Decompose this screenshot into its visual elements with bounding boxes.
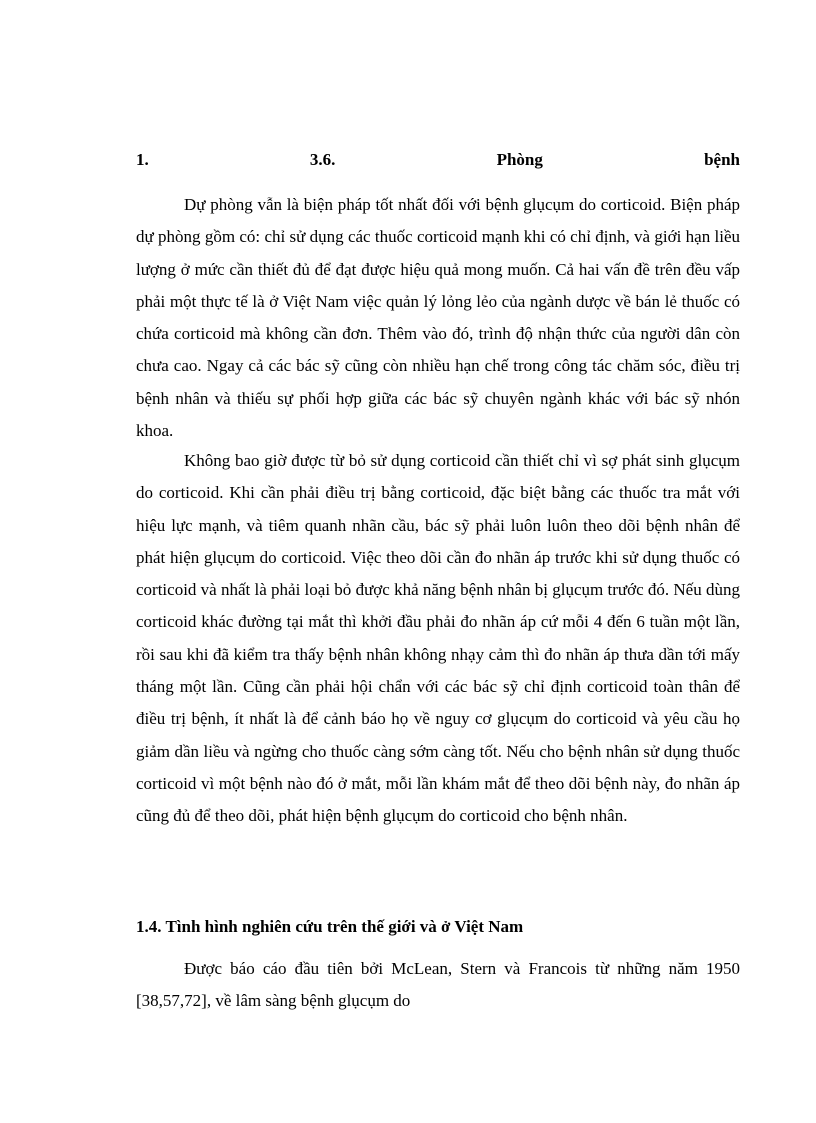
heading-word-phong: Phòng	[496, 150, 543, 169]
paragraph-prevention: Dự phòng vẫn là biện pháp tốt nhất đối với bệnh glụcụm do corticoid. Biện pháp dự phòng gồm có: chỉ sử dụng các thuốc corticoid mạnh khi có chỉ định, và giới hạn liều lượng ở mức cần thiết đủ để đạt được hiệu quả mong muốn. Cả hai vấn đề trên đều vấp phải một thực tế là ở Việt Nam việc quản lý lỏng lẻo của ngành dược về bán lẻ thuốc có chứa corticoid mà không cần đơn. Thêm vào đó, trình độ nhận thức của người dân còn chưa cao. Ngay cả các bác sỹ cũng còn nhiều hạn chế trong công tác chăm sóc, điều trị bệnh nhân và thiếu sự phối hợp giữa các bác sỹ chuyên ngành khác với bác sỹ nhón khoa.	[136, 195, 740, 441]
heading-number: 1.	[136, 150, 149, 169]
section-heading-3-6	[136, 149, 740, 171]
paragraph-monitoring: Không bao giờ được từ bỏ sử dụng corticoid cần thiết chỉ vì sợ phát sinh glụcụm do corticoid. Khi cần phải điều trị bằng corticoid, đặc biệt bằng các thuốc tra mắt với hiệu lực mạnh, và tiêm quanh nhãn cầu, bác sỹ phải luôn luôn theo dõi bệnh nhân để phát hiện glụcụm do corticoid. Việc theo dõi cần đo nhãn áp trước khi sử dụng thuốc có corticoid và nhất là phải loại bỏ được khả năng bệnh nhân bị glụcụm trước đó. Nếu dùng corticoid khác đường tại mắt thì khởi đầu phải đo nhãn áp cứ mỗi 4 đến 6 tuần một lần, rồi sau khi đã kiểm tra thấy bệnh nhân không nhạy cảm thì đo nhãn áp thưa dần tới mấy tháng một lần. Cũng cần phải hội chẩn với các bác sỹ chỉ định corticoid toàn thân để điều trị bệnh, ít nhất là để cảnh báo họ về nguy cơ glụcụm do corticoid và yêu cầu họ giảm dần liều và ngừng cho thuốc càng sớm càng tốt. Nếu cho bệnh nhân sử dụng thuốc corticoid vì một bệnh nào đó ở mắt, mỗi lần khám mắt để theo dõi bệnh này, đo nhãn áp cũng đủ để theo dõi, phát hiện bệnh glụcụm do corticoid cho bệnh nhân.	[136, 451, 740, 826]
paragraph-research: Được báo cáo đầu tiên bởi McLean, Stern và Francois từ những năm 1950 [38,57,72], về lâm sàng bệnh glụcụm do	[136, 959, 740, 1011]
section-heading-1-4: 1.4. Tình hình nghiên cứu trên thế giới và ở Việt Nam	[136, 917, 524, 936]
heading-word-benh: bệnh	[704, 150, 740, 169]
heading-subnumber: 3.6.	[309, 150, 336, 169]
